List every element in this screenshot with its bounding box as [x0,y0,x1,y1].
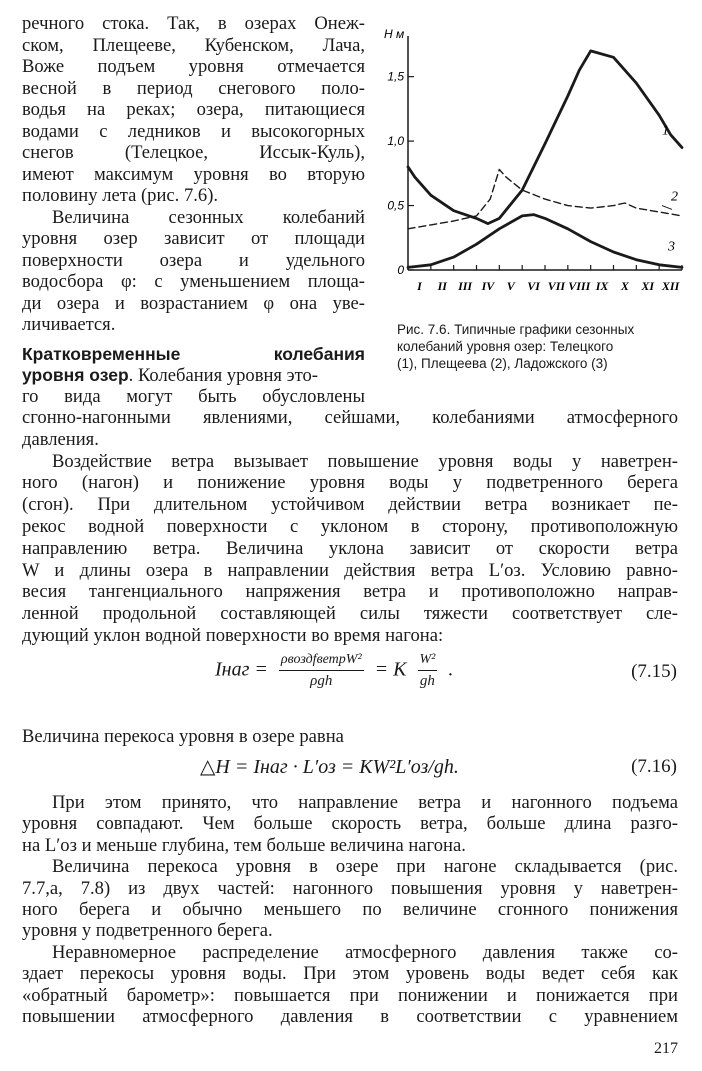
text-line: поверхности озера и удельного [22,249,365,271]
y-tick-label: 1,5 [387,69,404,84]
text-line: (сгон). При длительном устойчивом действии ветра возникает пе- [22,494,678,516]
x-tick-label: IX [595,279,609,293]
x-tick-label: X [620,279,629,293]
text-line: ленной продольной составляющей силы тяжести соответствует сле- [22,603,678,625]
text-line: давления. [22,428,99,450]
text-line: уровня совпадают. Чем больше скорость ветра, больше длина разго- [22,813,678,835]
text-line: При этом принято, что направление ветра и нагонного подъема [52,792,678,813]
text-line: уровня озер зависит от площади [22,228,365,249]
x-tick-label: VI [527,279,540,293]
text-line: ного берега и обычно меньшего по величине сгонного понижения [22,899,678,920]
text-line: 7.7,а, 7.8) из двух частей: нагонного повышения уровня у наветрен- [22,877,678,899]
text-line: на L′оз и меньше глубина, тем больше величина нагона. [22,834,466,856]
series-label-2: 2 [671,189,678,205]
text-line: ди озера и возрастанием φ она уве- [22,292,365,314]
section-heading-continued: уровня озер [22,365,129,385]
text-line: повышении атмосферного давления в соответствии с уравнением [22,1006,678,1027]
equation-number-7-15: (7.15) [631,661,677,682]
text-line: половину лета (рис. 7.6). [22,185,219,206]
equation-7-15: Iнаг = $\frac{\text{ρвоздfветрW²}}{\text{ρgh}}$ = K $\frac{\text{W²}}{gh}$ . [215,652,454,689]
text-line: Величина сезонных колебаний [52,206,365,228]
x-tick-label: III [458,279,473,293]
x-tick-label: V [506,279,515,293]
series-line-1 [408,51,682,224]
y-tick-label: 1,0 [387,134,404,149]
eq715-fraction-1: $\frac{\text{ρвоздfветрW²}}{\text{ρgh}}$ [280,652,362,689]
x-tick-label: IV [481,279,495,293]
page-number: 217 [654,1040,678,1057]
figure-caption [397,321,687,372]
text-line: Воздействие ветра вызывает повышение уровня воды у наветрен- [52,450,678,472]
text-line: личивается. [22,314,116,335]
text-line: весия тангенциального напряжения ветра и противоположно направ- [22,581,678,603]
seasonal-level-chart [372,18,692,318]
text-line: рекос водной поверхности с уклоном в сторону, противоположную [22,516,678,537]
y-tick-label: 0,5 [387,198,404,213]
x-tick-label: XII [661,279,680,293]
text-line: направлению ветра. Величина уклона зависит от скорости ветра [22,537,678,559]
text-line: «обратный барометр»: повышается при понижении и понижается при [22,984,678,1006]
series-label-3: 3 [668,239,675,255]
text-line: ском, Плещееве, Кубенском, Лача, [22,34,365,56]
x-tick-label: VII [547,279,566,293]
text-line: водосбора φ: с уменьшением площа- [22,271,365,292]
heading-line-3: го вида могут быть обусловлены [22,386,365,407]
text-line: снегов (Телецкое, Иссык-Куль), [22,142,365,163]
text-line: Величина перекоса уровня в озере при нагоне складывается (рис. [52,856,678,878]
text-line: весной в период снегового поло- [22,77,365,99]
equation-7-16: △H = Iнаг · L′оз = KW²L′оз/gh. [200,756,459,778]
section-heading: Кратковременные колебания [22,344,365,364]
eq715-lhs: Iнаг = [215,658,268,681]
eq715-mid: = K [374,658,407,681]
caption-line-3: (1), Плещеева (2), Ладожского (3) [397,356,608,371]
text-line: ного (нагон) и понижение уровня воды у подветренного берега [22,472,678,494]
x-tick-label: XI [641,279,655,293]
x-tick-label: VIII [568,279,591,293]
text-line: сгонно-нагонными явлениями, сейшами, колебаниями атмосферного [22,407,678,428]
y-axis-label: Н м [384,27,405,41]
text-line: дующий уклон водной поверхности во время нагона: [22,625,444,646]
heading-line-2-text: . Колебания уровня это- [128,365,318,386]
text-line: здает перекосы уровня воды. При этом уровень воды ведет себя как [22,963,678,985]
series-line-3 [408,215,682,268]
equation-number-7-16: (7.16) [631,756,677,777]
series-leader-2 [662,206,672,210]
caption-line-2: колебаний уровня озер: Телецкого [397,339,614,354]
text-line: водья на реках; озера, питающиеся [22,99,365,120]
y-tick-label: 0 [397,263,404,277]
text-line: Воже подъем уровня отмечается [22,56,365,77]
text-line: W и длины озера в направлении действия ветра L′оз. Условию равно- [22,559,678,581]
text-line: водами с ледников и высокогорных [22,120,365,142]
eq716-intro: Величина перекоса уровня в озере равна [22,726,344,747]
text-line: уровня у подветренного берега. [22,920,273,942]
eq715-fraction-2: $\frac{\text{W²}}{gh}$ [419,652,436,689]
x-tick-label: I [417,279,422,293]
text-line: имеют максимум уровня во вторую [22,163,365,185]
caption-line-1: Рис. 7.6. Типичные графики сезонных [397,322,635,337]
series-label-1: 1 [662,123,669,139]
heading-line-1 [22,343,365,366]
heading-line-2 [22,364,365,387]
text-line: Неравномерное распределение атмосферного давления также со- [52,941,678,963]
text-line: речного стока. Так, в озерах Онеж- [22,13,365,34]
x-tick-label: II [437,279,447,293]
